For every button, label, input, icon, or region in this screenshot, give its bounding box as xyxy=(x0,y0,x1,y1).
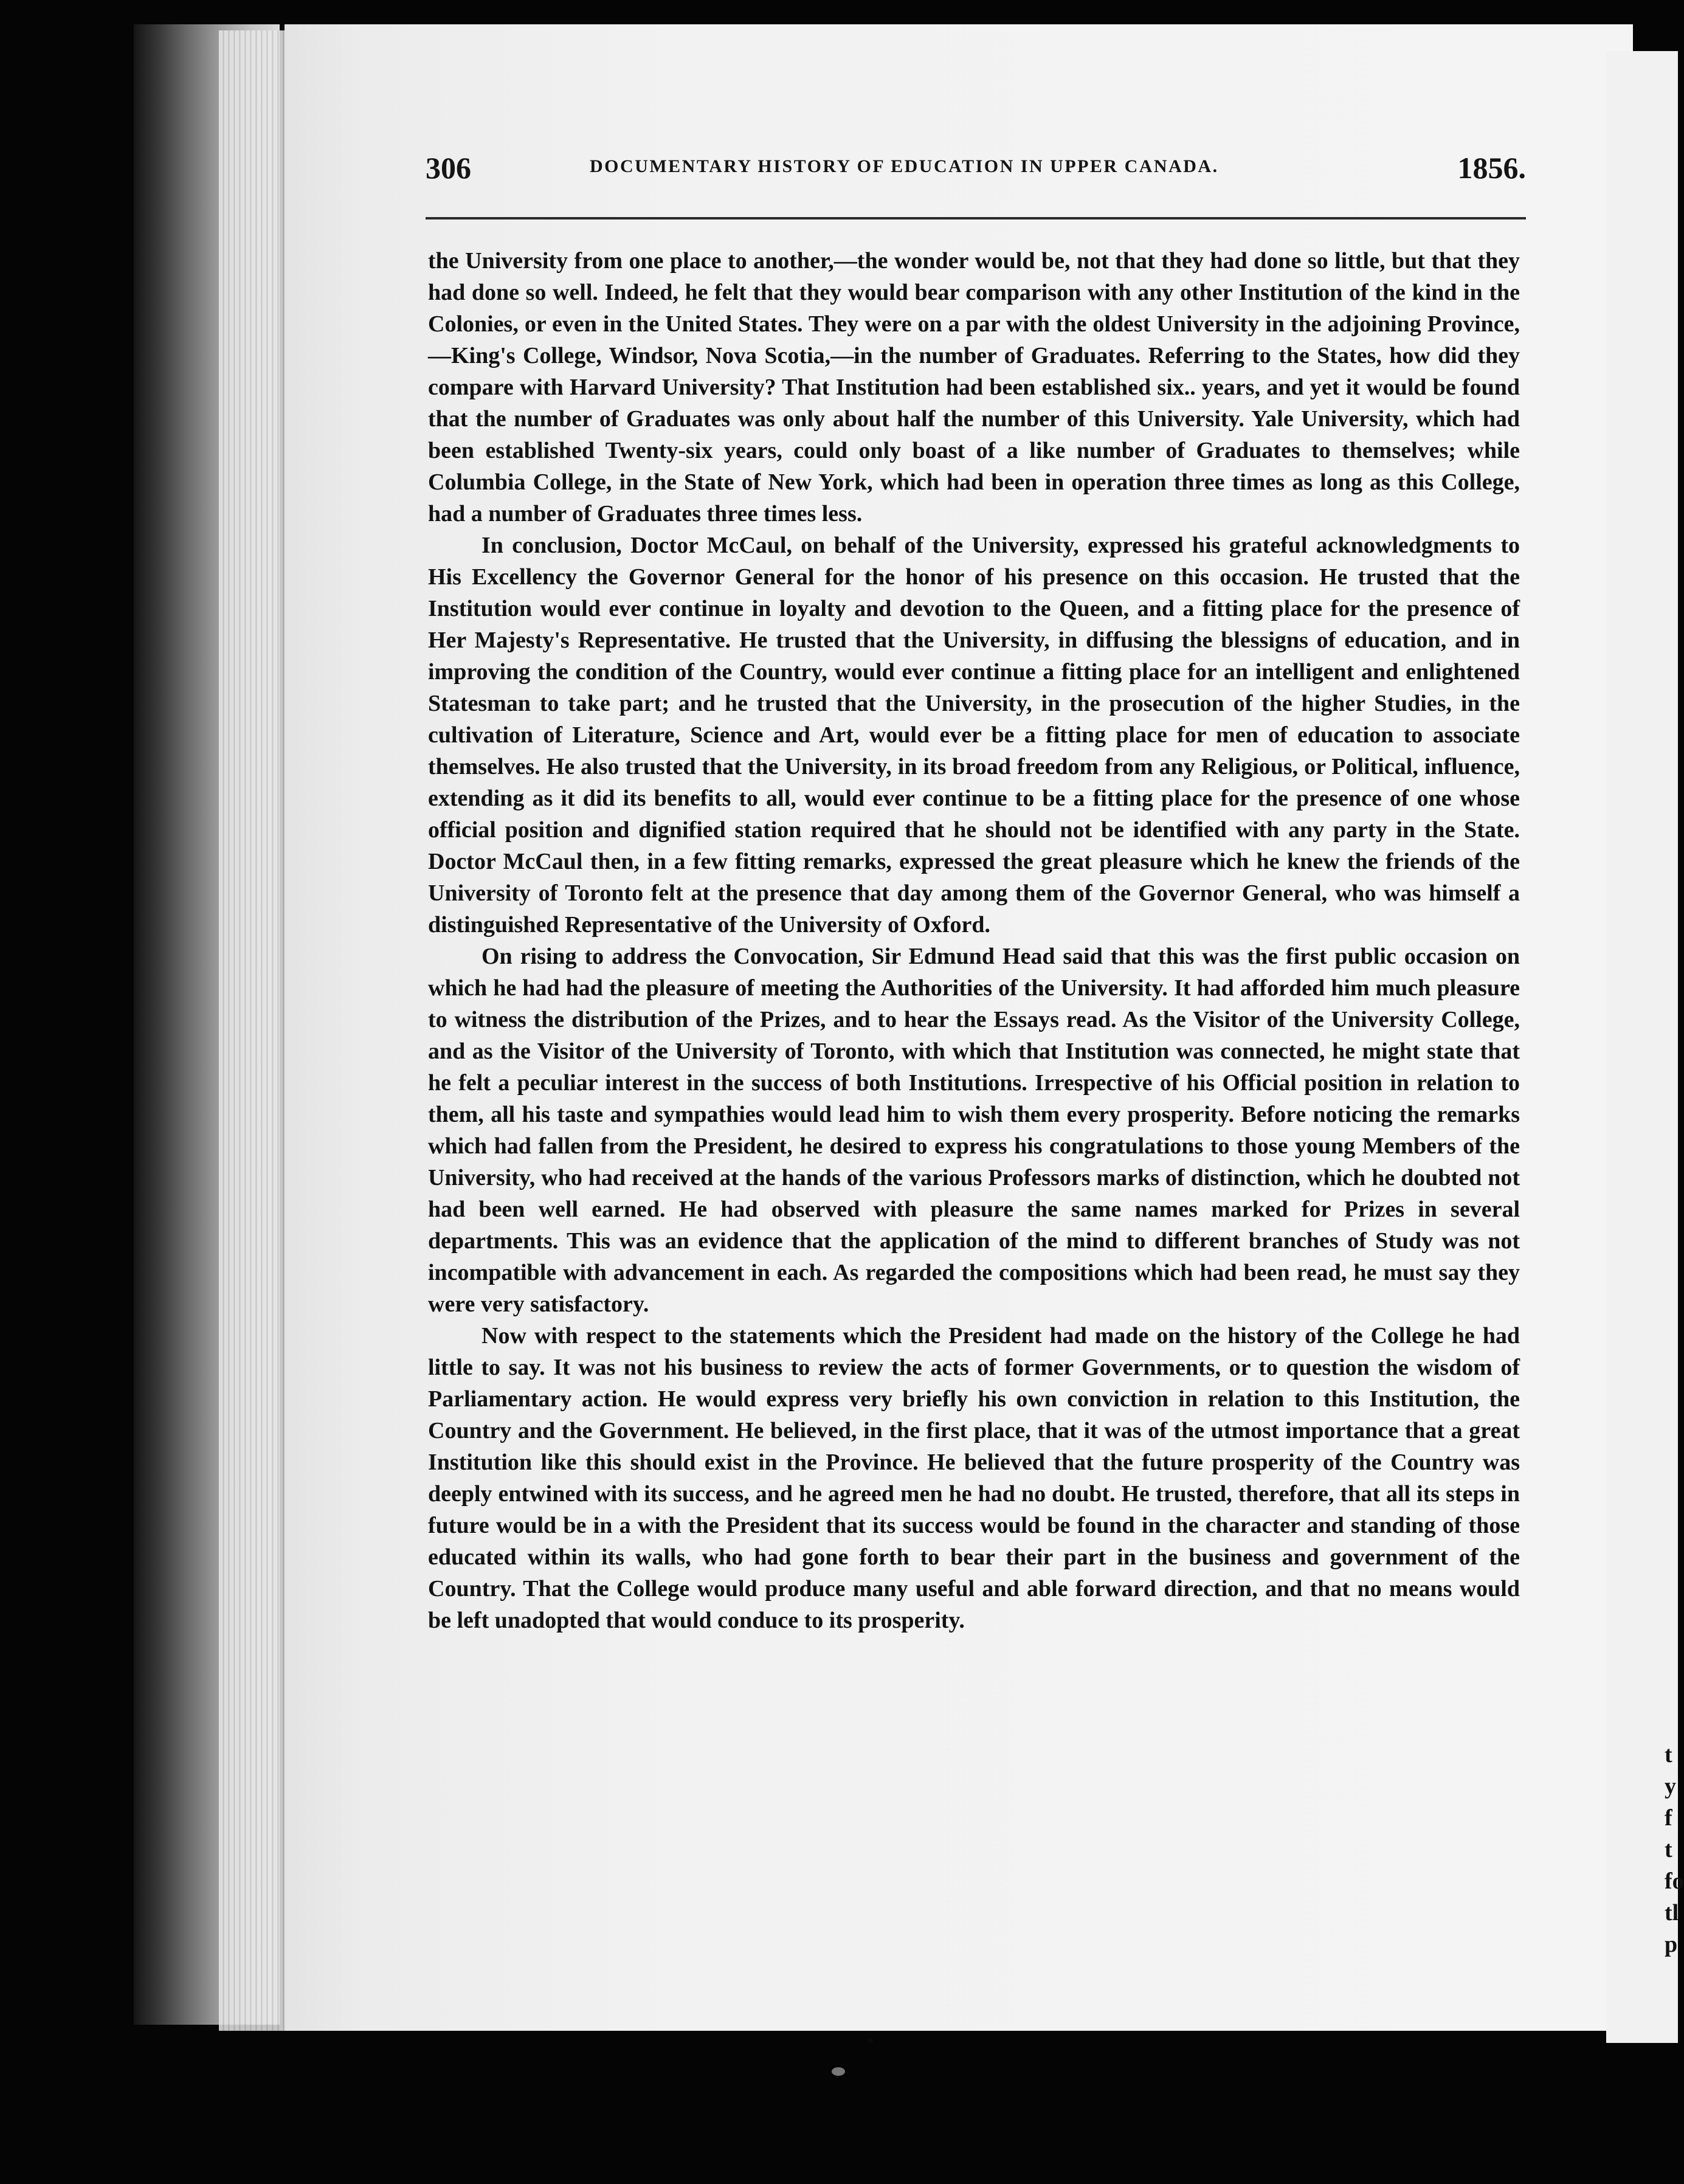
paragraph: Now with respect to the statements which the President had made on the history of the College he had little to say. It was not his business to review the acts of former Governments, or to question the wisdom of Parliamentary action. He would express very briefly his own conviction in relation to this Institution, the Country and the Government. He believed, in the first place, that it was of the utmost importance that a great Institution like this should exist in the Province. He believed that the future prosperity of the Country was deeply entwined with its success, and he agreed men he had no doubt. He trusted, therefore, that all its steps in future would be in a with the President that its success would be found in the character and standing of those educated within its walls, who had gone forth to bear their part in the business and government of the Country. That the College would produce many useful and able forward direction, and that no means would be left unadopted that would conduce to its prosperity. xyxy=(428,1323,1520,1633)
next-page-fragment: t xyxy=(1665,1837,1672,1862)
next-page-fragment: p xyxy=(1665,1932,1678,1957)
page-edges xyxy=(219,30,286,2031)
next-page-fragment: f xyxy=(1665,1805,1672,1831)
paragraph: the University from one place to another,—the wonder would be, not that they had done so little, but that they had done so well. Indeed, he felt that they would bear comparison with any other Institution of the kind in the Colonies, or even in the United States. They were on a par with the oldest University in the adjoining Province,—King's College, Windsor, Nova Scotia,—in the number of Graduates. Referring to the States, how did they compare with Harvard University? That Institution had been established six.. years, and yet it would be found that the number of Graduates was only about half the number of this University. Yale University, which had been established Twenty-six years, could only boast of a like number of Graduates to themselves; while Columbia College, in the State of New York, which had been in operation three times as long as this College, had a number of Graduates three times less. xyxy=(428,248,1520,527)
body-text xyxy=(428,245,1520,1636)
header-rule xyxy=(426,217,1526,219)
next-page-fragment: y xyxy=(1665,1774,1676,1799)
next-page-edge xyxy=(1606,51,1684,2043)
next-page-fragment: fo xyxy=(1665,1868,1684,1894)
ink-speck xyxy=(832,2067,845,2076)
next-page-fragment: t xyxy=(1665,1742,1672,1768)
ink-speck xyxy=(868,2039,873,2044)
paragraph: In conclusion, Doctor McCaul, on behalf of the University, expressed his grateful acknowledgments to His Excellency the Governor General for the honor of his presence on this occasion. He trusted that the Institution would ever continue in loyalty and devotion to the Queen, and a fitting place for the presence of Her Majesty's Representative. He trusted that the University, in diffusing the blessigns of education, and in improving the condition of the Country, would ever continue a fitting place for an intelligent and enlightened Statesman to take part; and he trusted that the University, in the prosecution of the higher Studies, in the cultivation of Literature, Science and Art, would ever be a fitting place for men of education to associate themselves. He also trusted that the University, in its broad freedom from any Religious, or Political, influence, extending as it did its benefits to all, would ever continue to be a fitting place for the presence of one whose official position and dignified station required that he should not be identified with any party in the State. Doctor McCaul then, in a few fitting remarks, expressed the great pleasure which he knew the friends of the University of Toronto felt at the presence that day among them of the Governor General, who was himself a distinguished Representative of the University of Oxford. xyxy=(428,533,1520,938)
paragraph: On rising to address the Convocation, Sir Edmund Head said that this was the first public occasion on which he had had the pleasure of meeting the Authorities of the University. It had afforded him much pleasure to witness the distribution of the Prizes, and to hear the Essays read. As the Visitor of the University College, and as the Visitor of the University of Toronto, with which that Institution was connected, he might state that he felt a peculiar interest in the success of both Institutions. Irrespective of his Official position in relation to them, all his taste and sympathies would lead him to wish them every prosperity. Before noticing the remarks which had fallen from the President, he desired to express his congratulations to those young Members of the University, who had received at the hands of the various Professors marks of distinction, which he doubted not had been well earned. He had observed with pleasure the same names marked for Prizes in several departments. This was an evidence that the application of the mind to different branches of Study was not incompatible with advancement in each. As regarded the compositions which had been read, he must say they were very satisfactory. xyxy=(428,944,1520,1317)
running-title: DOCUMENTARY HISTORY OF EDUCATION IN UPPER CANADA. xyxy=(590,156,1219,176)
header-year: 1856. xyxy=(1457,151,1526,185)
running-header xyxy=(426,150,1526,193)
page-number: 306 xyxy=(426,151,471,185)
next-page-fragment: tl xyxy=(1665,1900,1679,1926)
